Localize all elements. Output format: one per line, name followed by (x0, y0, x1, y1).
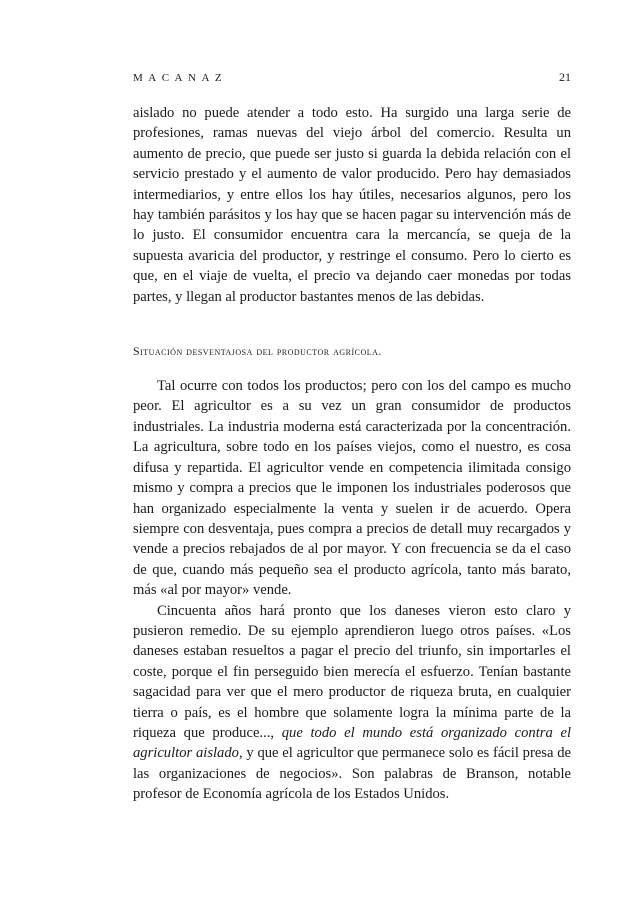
paragraph-3 (133, 601, 571, 805)
page-header (133, 70, 571, 85)
paragraph-2: Tal ocurre con todos los productos; pero con los del campo es mucho peor. El agricultor es a su vez un gran consumidor de productos industriales. La industria moderna está caracterizada por la concentración. La agricultura, sobre todo en los países viejos, como el nuestro, es cosa difusa y repartida. El agricultor vende en competencia ilimitada consigo mismo y compra a precios que le imponen los industriales poderosos que han organizado especialmente la venta y suelen ir de acuerdo. Opera siempre con desventaja, pues compra a precios de detall muy recargados y vende a precios rebajados de al por mayor. Y con frecuencia se da el caso de que, cuando más pequeño sea el producto agrícola, tanto más barato, más «al por mayor» vende. (133, 378, 571, 599)
paragraph-3-text-end: , y que el agricultor que permanece solo es fácil presa de las organizaciones de negocios». Son palabras de Branson, notable profesor de Economía agrícola de los Estados Unidos. (133, 745, 572, 803)
paragraph-1: aislado no puede atender a todo esto. Ha surgido una larga serie de profesiones, ramas nuevas del viejo árbol del comercio. Resulta un aumento de precio, que puede ser justo si guarda la debida relación con el servicio prestado y el aumento de valor producido. Pero hay demasiados intermediarios, y entre ellos los hay útiles, necesarios algunos, pero los hay también parásitos y los hay que se hacen pagar su intervención más de lo justo. El consumidor encuentra cara la mercancía, se queja de la supuesta avaricia del productor, y restringe el consumo. Pero lo cierto es que, en el viaje de vuelta, el precio va dejando caer monedas por todas partes, y llegan al productor bastantes menos de las debidas. (133, 105, 571, 305)
page-number: 21 (559, 70, 571, 84)
running-head: MACANAZ (133, 72, 228, 84)
paragraph-3-italic-quote: que todo el mundo está organizado contra el agricultor aislado (133, 724, 571, 762)
body-text (133, 103, 571, 805)
paragraph-3-text-start: Cincuenta años hará pronto que los daneses vieron esto claro y pusieron remedio. De su ejemplo aprendieron luego otros países. «Los daneses estaban resueltos a pagar el precio del triunfo, sin importarles el coste, porque el fin perseguido bien merecía el esfuerzo. Tenían bastante sagacidad para ver que el mero productor de riqueza bruta, en cualquier tierra o país, es el hombre que solamente logra la mínima parte de la riqueza que produce..., (133, 602, 571, 741)
section-heading: Situación desventajosa del productor agrícola. (133, 344, 382, 359)
